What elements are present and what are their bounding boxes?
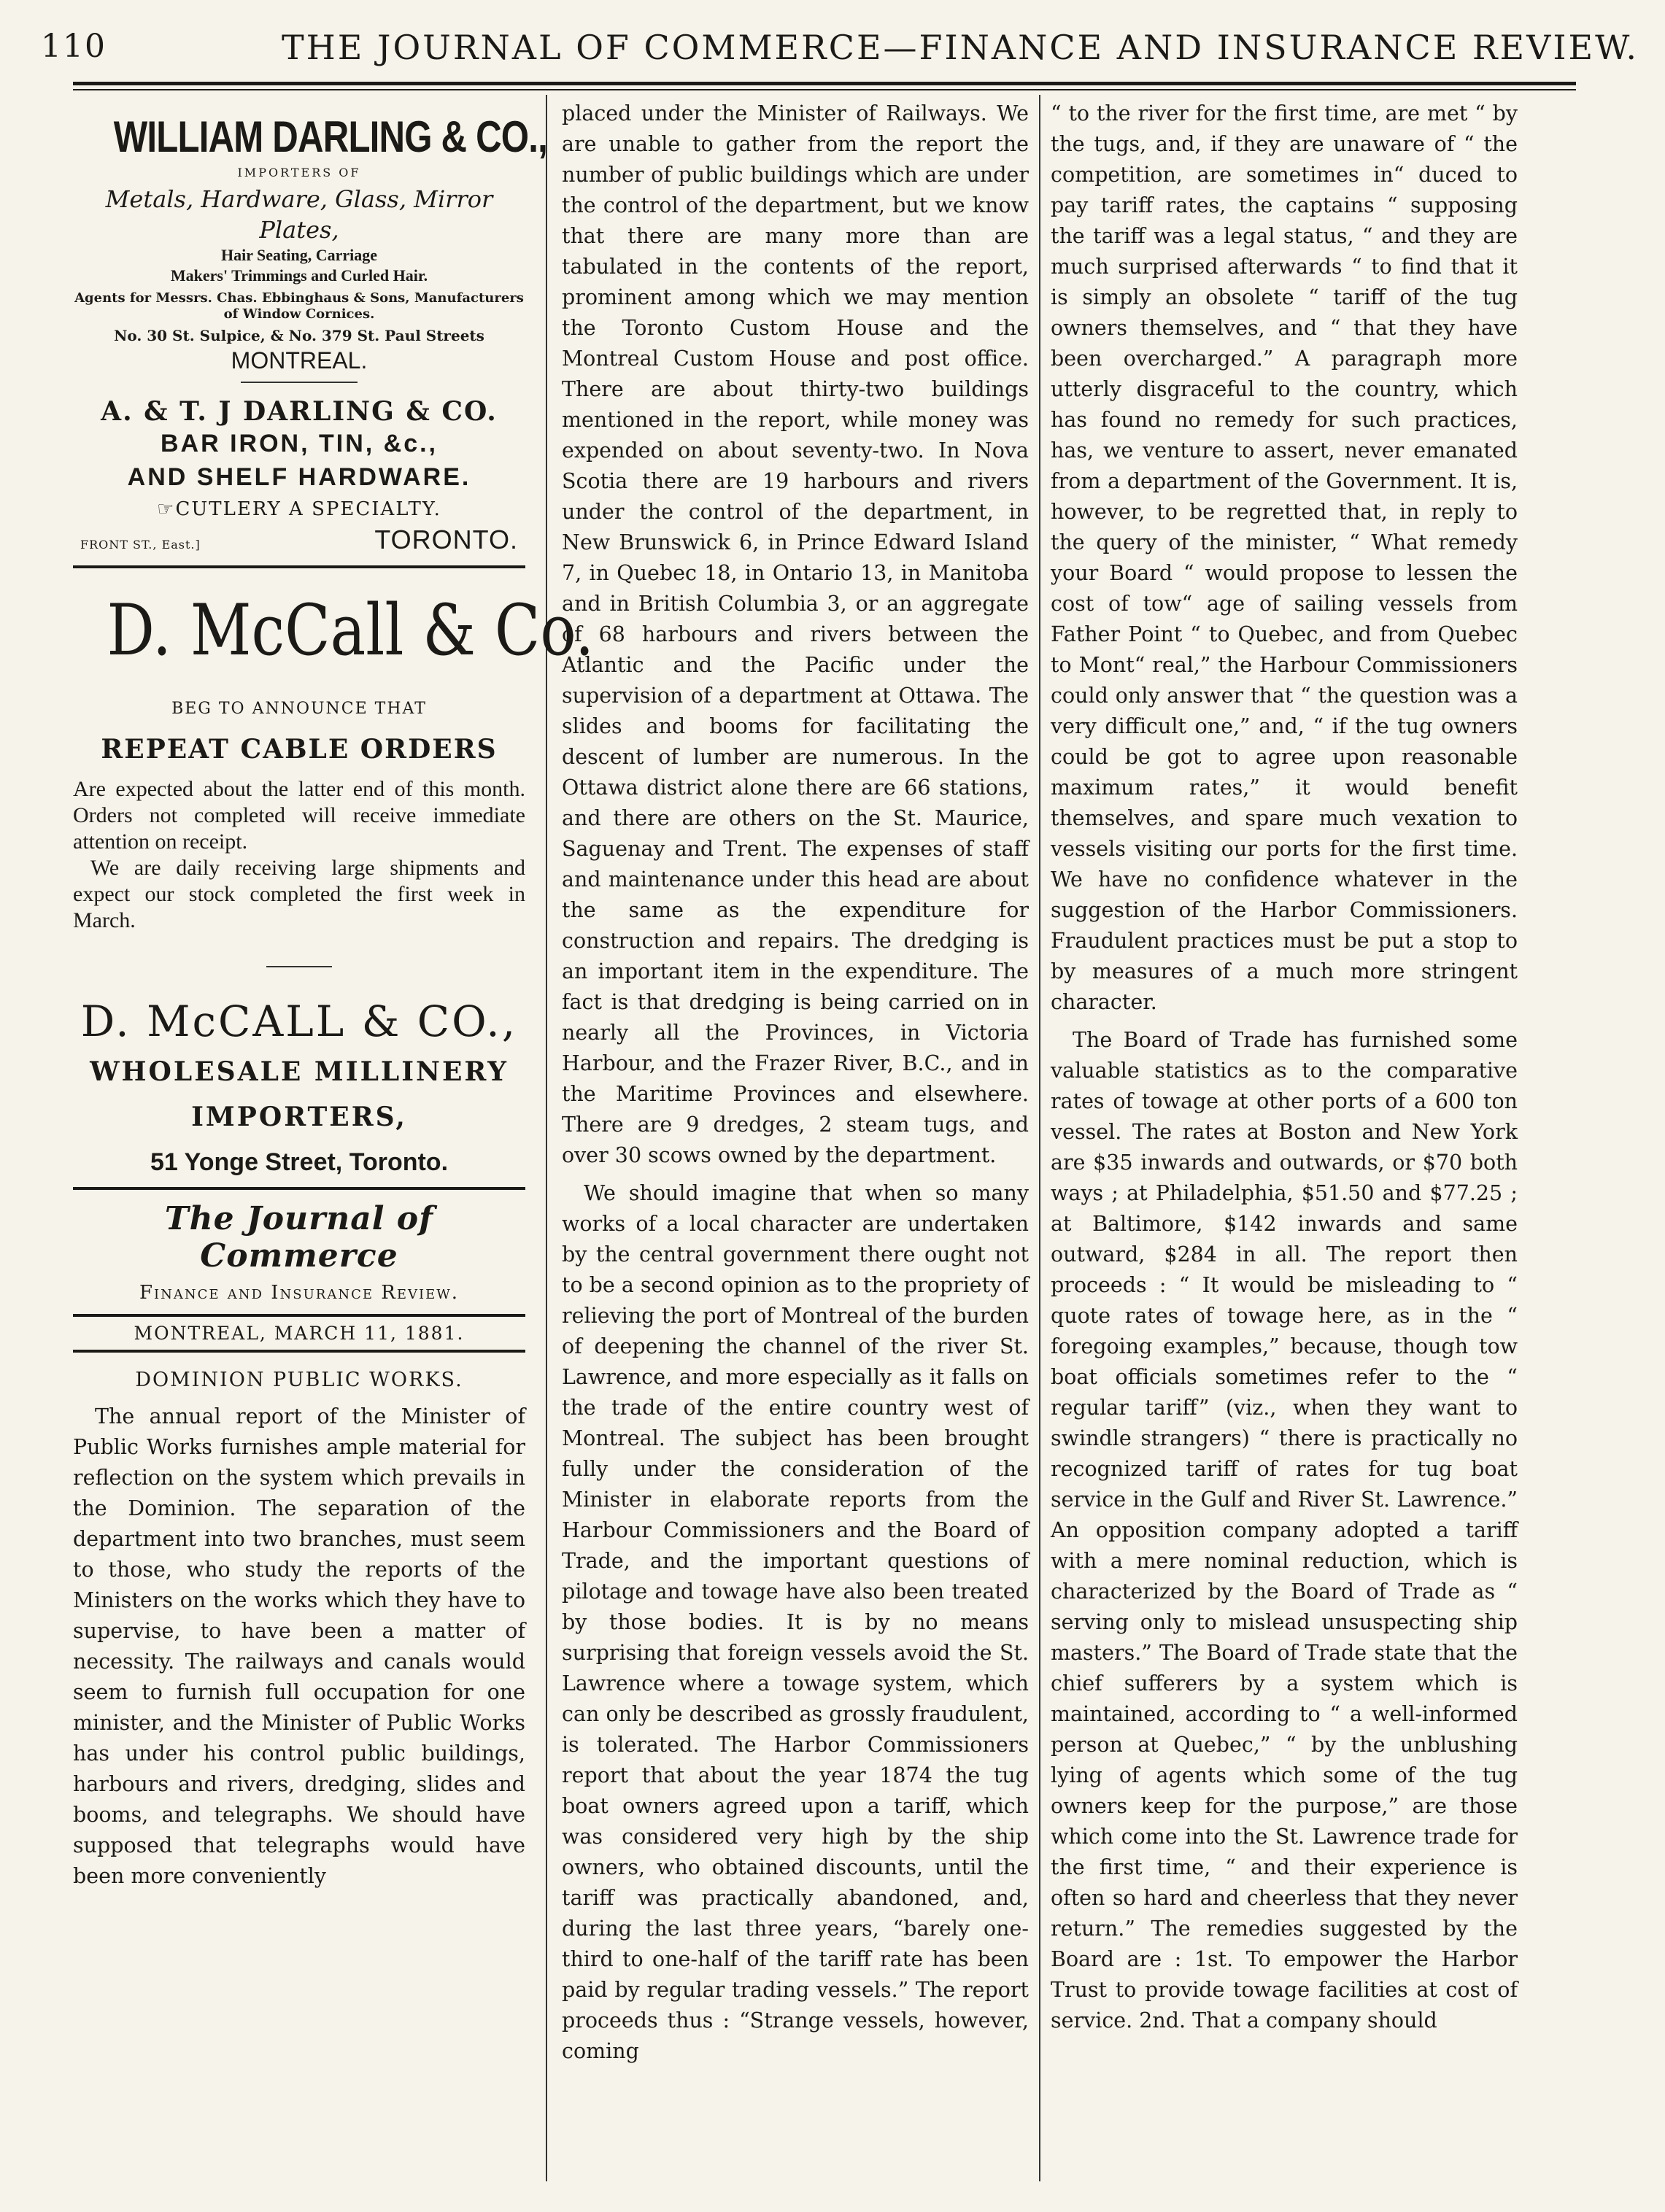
divider bbox=[73, 1350, 525, 1353]
dateline: MONTREAL, MARCH 11, 1881. bbox=[134, 1323, 465, 1344]
ad-line: WHOLESALE MILLINERY bbox=[90, 1056, 509, 1087]
ad-address-row bbox=[73, 525, 525, 555]
masthead-subtitle: Finance and Insurance Review. bbox=[139, 1282, 459, 1304]
ad-specialty: ☞CUTLERY A SPECIALTY. bbox=[157, 498, 441, 520]
article-paragraph: “ to the river for the first time, are met “ by the tugs, and, if they are unaware of “ the competition, are sometimes in“ duced to pay tariff rates, the captains “ supposing the tariff was a legal status, “ and they are much surprised afterwards “ to find that it is simply an obsolete “ tariff of the tug owners themselves, and “ that they have been overcharged.” A paragraph more utterly disgraceful to the country, which has found no remedy for such practices, has, we venture to assert, never emanated from a department of the Government. It is, however, to be regretted that, in reply to the query of the minister, “ What remedy your Board “ would propose to lessen the cost of tow“ age of sailing vessels from Father Point “ to Quebec, and from Quebec to Mont“ real,” the Harbour Commissioners could only answer that “ the question was a very difficult one,” and, “ if the tug owners could be got to agree upon reasonable maximum rates,” it would benefit themselves, and spare much vexation to vessels visiting our ports for the first time. We have no confidence whatever in the suggestion of the Harbor Commissioners. Fraudulent practices must be put a stop to by measures of a much more stringent character. bbox=[1051, 101, 1518, 1014]
ad-william-darling bbox=[73, 112, 547, 374]
article-paragraph: We should imagine that when so many works of a local character are undertaken by the central government there ought not to be a second opinion as to the propriety of relieving the port of Montreal of the burden of deepening the channel of the river St. Lawrence, and more especially as it falls on the trade of the entire country west of Montreal. The subject has been brought fully under the consideration of the Minister in elaborate reports from the Harbour Commissioners and the Board of Trade, and the important questions of pilotage and towage have also been treated by those bodies. It is by no means surprising that foreign vessels avoid the St. Lawrence where a towage system, which can only be described as grossly fraudulent, is tolerated. The Harbor Commissioners report that about the year 1874 the tug boat owners agreed upon a tariff, which was considered very high by the ship owners, who obtained discounts, until the tariff was practically abandoned, and, during the last three years, “barely one-third to one-half of the tariff rate has been paid by regular trading vessels.” The report proceeds thus : “Strange vessels, however, coming bbox=[562, 1181, 1029, 2063]
pointing-hand-icon: ☞ bbox=[157, 498, 176, 520]
ad-title: WILLIAM DARLING & CO., bbox=[113, 112, 547, 161]
page-number: 110 bbox=[41, 28, 107, 65]
ad-line: Hair Seating, Carriage bbox=[220, 246, 378, 264]
ad-line: BAR IRON, TIN, &c., bbox=[160, 430, 439, 457]
ad-subline: IMPORTERS OF bbox=[237, 166, 361, 179]
ad-title: D. McCall & Co. bbox=[107, 589, 595, 671]
page-header bbox=[41, 22, 1639, 73]
header-rule bbox=[73, 82, 1576, 85]
column-divider bbox=[546, 95, 547, 2181]
ad-city: TORONTO. bbox=[374, 525, 518, 554]
header-rule-thin bbox=[73, 89, 1576, 90]
article-paragraph: placed under the Minister of Railways. We are unable to gather from the report the number of public buildings which are under the control of the department, but we know that there are many more than are tabulated in the contents of the report, prominent among which we may mention the Toronto Custom House and the Montreal Custom House and post office. There are about thirty-two buildings mentioned in the report, while money was expended on about seventy-two. In Nova Scotia there are 19 harbours and rivers under the control of the department, in New Brunswick 6, in Prince Edward Island 7, in Quebec 18, in Ontario 13, in Manitoba and in British Columbia 3, or an aggregate of 68 harbours and rivers between the Atlantic and the Pacific under the supervision of a department at Ottawa. The slides and booms for facilitating the descent of lumber are numerous. In the Ottawa district alone there are 66 stations, and there are others on the St. Maurice, Saguenay and Trent. The expenses of staff and maintenance under this head are about the same as the expenditure for construction and repairs. The dredging is an important item in the expenditure. The fact is that dredging is being carried on in nearly all the Provinces, in Victoria Harbour, and the Frazer River, B.C., and in the Maritime Provinces and elsewhere. There are 9 dredges, 2 steam tugs, and over 30 scows owned by the department. bbox=[562, 101, 1029, 1167]
ad-city: MONTREAL. bbox=[231, 347, 368, 374]
ad-address: No. 30 St. Sulpice, & No. 379 St. Paul Streets bbox=[114, 327, 484, 344]
column-1 bbox=[73, 98, 595, 1899]
divider bbox=[73, 1187, 525, 1190]
column-2 bbox=[562, 98, 1029, 2178]
column-divider bbox=[1039, 95, 1040, 2181]
ad-mccall bbox=[73, 589, 595, 934]
ad-paragraph: Are expected about the latter end of this month. Orders not completed will receive immediate attention on receipt. bbox=[73, 777, 525, 854]
divider bbox=[73, 1314, 525, 1317]
ad-headline: REPEAT CABLE ORDERS bbox=[101, 734, 498, 765]
ad-address: 51 Yonge Street, Toronto. bbox=[150, 1148, 449, 1176]
ad-goods: Metals, Hardware, Glass, Mirror Plates, bbox=[105, 185, 493, 244]
ad-at-darling bbox=[73, 396, 525, 555]
article-paragraph: The Board of Trade has furnished some valuable statistics as to the comparative rates of towage at other ports of a 600 ton vessel. The rates at Boston and New York are $35 inwards and outwards, or $70 both ways ; at Philadelphia, $51.50 and $77.25 ; at Baltimore, $142 inwards and same outward, $284 in all. The report then proceeds : “ It would be misleading to “ quote rates of towage here, as in the “ foregoing examples,” because, though tow boat officials sometimes refer to the “ regular tariff” (viz., when they want to swindle strangers) “ there is practically no recognized tariff of rates for tug boat service in the Gulf and River St. Lawrence.” An opposition company adopted a tariff with a mere nominal reduction, which is characterized by the Board of Trade as “ serving only to mislead unsuspecting ship masters.” The Board of Trade state that the chief sufferers by a system which is maintained, according to “ a well-informed person at Quebec,” “ by the unblushing lying of agents which some of the tug owners keep for the purpose,” are those which come into the St. Lawrence trade for the first time, “ and their experience is often so hard and cheerless that they never return.” The remedies suggested by the Board are : 1st. To empower the Harbor Trust to provide towage facilities at cost of service. 2nd. That a company should bbox=[1051, 1028, 1518, 2033]
divider bbox=[266, 966, 332, 967]
article-title: DOMINION PUBLIC WORKS. bbox=[135, 1369, 463, 1391]
ad-title: A. & T. J DARLING & CO. bbox=[101, 396, 498, 427]
ad-mccall-millinery bbox=[73, 997, 525, 1177]
running-title: THE JOURNAL OF COMMERCE—FINANCE AND INSURANCE REVIEW. bbox=[282, 28, 1639, 67]
divider bbox=[73, 565, 525, 568]
ad-line: Makers' Trimmings and Curled Hair. bbox=[170, 266, 428, 285]
ad-line: AND SHELF HARDWARE. bbox=[127, 463, 471, 491]
masthead bbox=[73, 1200, 525, 1304]
article-paragraph: The annual report of the Minister of Public Works furnishes ample material for reflection on the system which prevails in the Dominion. The separation of the department into two branches, must seem to those, who study the reports of the Ministers on the works which they have to supervise, to have been a matter of necessity. The railways and canals would seem to furnish full occupation for one minister, and the Minister of Public Works has under his control public buildings, harbours and rivers, dredging, slides and booms, and telegraphs. We should have supposed that telegraphs would have been more conveniently bbox=[73, 1404, 525, 1888]
ad-announce: BEG TO ANNOUNCE THAT bbox=[171, 700, 427, 718]
ad-street: FRONT ST., East.] bbox=[80, 538, 201, 552]
masthead-title: The Journal of Commerce bbox=[164, 1200, 434, 1275]
ad-title: D. McCALL & CO., bbox=[80, 997, 518, 1046]
ad-line: IMPORTERS, bbox=[191, 1102, 407, 1132]
ad-body bbox=[73, 776, 525, 934]
column-3 bbox=[1051, 98, 1518, 2178]
divider bbox=[241, 382, 358, 383]
ad-paragraph: We are daily receiving large shipments and expect our stock completed the first week in March. bbox=[73, 856, 525, 932]
ad-agents: Agents for Messrs. Chas. Ebbinghaus & Sons, Manufacturers of Window Cornices. bbox=[74, 290, 524, 322]
